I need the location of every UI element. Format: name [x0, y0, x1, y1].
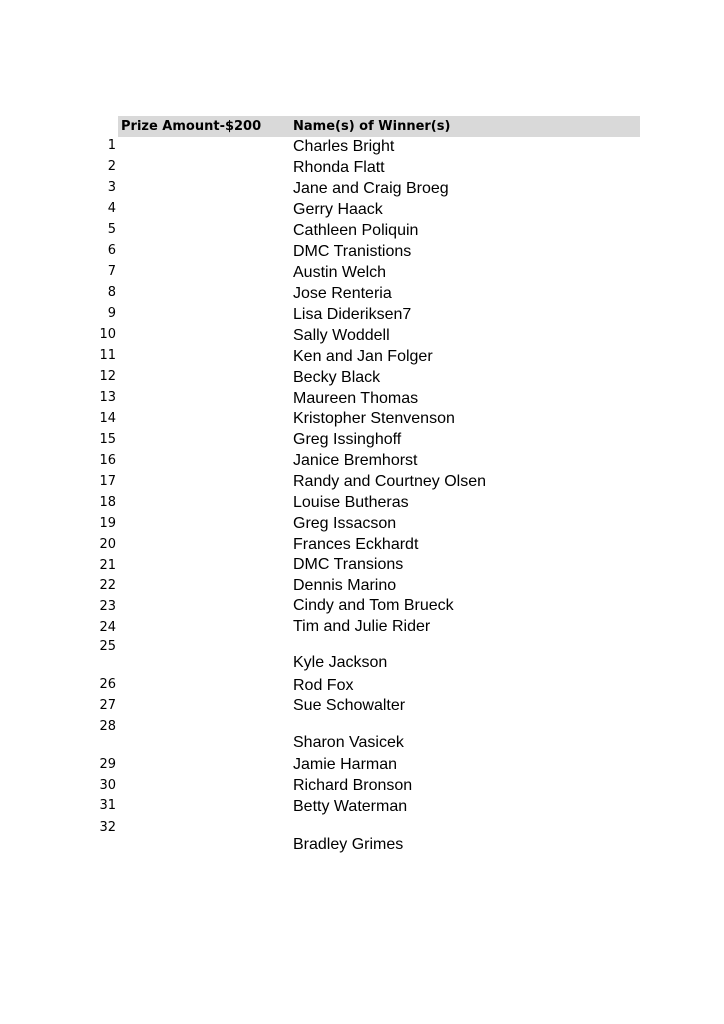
row-number: 8 [107, 285, 116, 300]
winner-name: DMC Transions [293, 556, 404, 573]
winner-name: Cathleen Poliquin [293, 222, 419, 239]
winner-name: Ken and Jan Folger [293, 348, 433, 365]
row-number: 3 [107, 180, 116, 195]
winner-name: Dennis Marino [293, 577, 397, 594]
winner-name: Sally Woddell [293, 327, 390, 344]
winner-name: Greg Issinghoff [293, 431, 402, 448]
row-number: 20 [99, 537, 116, 552]
winner-name: Rhonda Flatt [293, 159, 385, 176]
row-number: 4 [107, 201, 116, 216]
row-number: 15 [99, 432, 116, 447]
winner-name: Gerry Haack [293, 201, 383, 218]
row-number: 16 [99, 453, 116, 468]
row-number: 24 [99, 620, 116, 635]
winner-name: Betty Waterman [293, 798, 408, 815]
winner-name: Kyle Jackson [293, 654, 388, 671]
row-number: 5 [107, 222, 116, 237]
winner-name: DMC Tranistions [293, 243, 412, 260]
winner-name: Charles Bright [293, 138, 395, 155]
row-number: 27 [99, 698, 116, 713]
row-number: 10 [99, 327, 116, 342]
row-number: 7 [107, 264, 116, 279]
winner-name: Jamie Harman [293, 756, 398, 773]
winner-name: Tim and Julie Rider [293, 618, 431, 635]
winner-names-header: Name(s) of Winner(s) [293, 119, 451, 134]
row-number: 32 [99, 820, 116, 835]
winner-name: Randy and Courtney Olsen [293, 473, 486, 490]
row-number: 21 [99, 558, 116, 573]
winner-name: Cindy and Tom Brueck [293, 597, 454, 614]
row-number: 18 [99, 495, 116, 510]
row-number: 31 [99, 798, 116, 813]
winner-name: Maureen Thomas [293, 390, 419, 407]
winner-name: Austin Welch [293, 264, 387, 281]
row-number: 13 [99, 390, 116, 405]
row-number: 19 [99, 516, 116, 531]
winner-name: Greg Issacson [293, 515, 397, 532]
row-number: 29 [99, 757, 116, 772]
row-number: 12 [99, 369, 116, 384]
winner-name: Bradley Grimes [293, 836, 404, 853]
winner-name: Rod Fox [293, 677, 354, 694]
winner-name: Sue Schowalter [293, 697, 406, 714]
prize-amount-header: Prize Amount-$200 [121, 119, 262, 134]
row-number: 26 [99, 677, 116, 692]
row-number: 25 [99, 639, 116, 654]
row-number: 28 [99, 719, 116, 734]
winner-name: Jane and Craig Broeg [293, 180, 449, 197]
row-number: 2 [107, 159, 116, 174]
row-number: 9 [107, 306, 116, 321]
row-number: 14 [99, 411, 116, 426]
row-number: 11 [99, 348, 116, 363]
row-number: 30 [99, 778, 116, 793]
winner-name: Kristopher Stenvenson [293, 410, 455, 427]
winner-name: Janice Bremhorst [293, 452, 418, 469]
row-number: 1 [107, 138, 116, 153]
row-number: 22 [99, 578, 116, 593]
row-number: 17 [99, 474, 116, 489]
winner-name: Sharon Vasicek [293, 734, 404, 751]
winner-name: Becky Black [293, 369, 381, 386]
winner-name: Jose Renteria [293, 285, 392, 302]
winner-name: Richard Bronson [293, 777, 413, 794]
winner-name: Louise Butheras [293, 494, 409, 511]
winner-name: Frances Eckhardt [293, 536, 419, 553]
row-number: 6 [107, 243, 116, 258]
row-number: 23 [99, 599, 116, 614]
winner-name: Lisa Dideriksen7 [293, 306, 412, 323]
